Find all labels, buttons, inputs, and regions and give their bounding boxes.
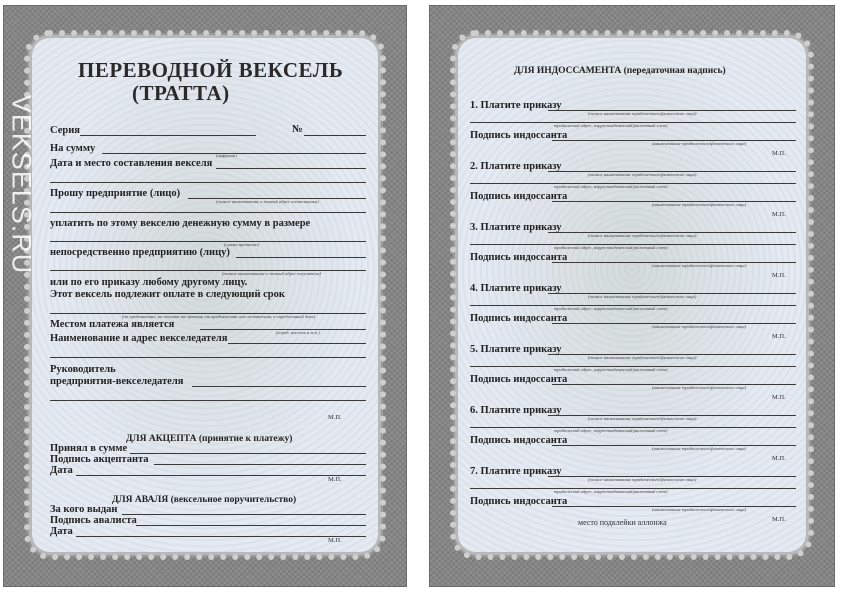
drawer-label: Наименование и адрес векселедателя	[50, 333, 228, 344]
term-hint: (по предъявлении, во столько-то времени от предъявления или составления, в определенный день)	[122, 314, 316, 319]
bill-back-sheet	[430, 6, 834, 586]
aval-for-field[interactable]	[122, 514, 366, 515]
head-label-1: Руководитель	[50, 364, 116, 375]
endorsee-address-hint: юридический адрес, корреспондентский/расчетный счет)	[554, 123, 668, 128]
endorsement-stamp-place: М.П.	[772, 394, 786, 401]
accept-section-title: ДЛЯ АКЦЕПТА (принятие к платежу)	[126, 434, 293, 444]
date-place-field-2[interactable]	[50, 182, 366, 183]
date-place-field[interactable]	[216, 168, 366, 169]
endorsement-stamp-place: М.П.	[772, 211, 786, 218]
endorsee-address-hint: юридический адрес, корреспондентский/расчетный счет)	[554, 306, 668, 311]
head-label-2: предприятия-векселедателя	[50, 376, 184, 387]
endorser-sign-hint: (наименование юридического/физического лица)	[652, 202, 747, 207]
head-sign-field[interactable]	[192, 386, 366, 387]
aval-sign-field[interactable]	[136, 525, 366, 526]
or-order-text: или по его приказу любому другому лицу.	[50, 277, 248, 288]
accept-sum-label: Принял в сумме	[50, 443, 128, 454]
payment-place-hint: (город, поселок и т.п.)	[276, 330, 320, 335]
pay-to-order-label: 7. Платите приказу	[470, 466, 562, 477]
endorsee-name-hint: (полное наименование юридического/физического лица)	[588, 416, 697, 421]
endorsee-name-hint: (полное наименование юридического/физического лица)	[588, 233, 697, 238]
endorser-sign-hint: (наименование юридического/физического лица)	[652, 385, 747, 390]
endorser-sign-label: Подпись индоссанта	[470, 374, 568, 385]
endorser-sign-label: Подпись индоссанта	[470, 252, 568, 263]
endorsee-name-hint: (полное наименование юридического/физического лица)	[588, 111, 697, 116]
accept-sum-field[interactable]	[130, 453, 366, 454]
stamp-place: М.П.	[328, 414, 342, 421]
pay-sum-hint: (сумма прописью)	[224, 242, 260, 247]
number-label: №	[292, 124, 303, 135]
endorsement-stamp-place: М.П.	[772, 516, 786, 523]
pay-to-order-label: 1. Платите приказу	[470, 100, 562, 111]
series-label: Серия	[50, 125, 80, 136]
series-field[interactable]	[80, 135, 256, 136]
payer-label: Прошу предприятие (лицо)	[50, 188, 181, 199]
endorsement-title: ДЛЯ ИНДОССАМЕНТА (передаточная надпись)	[514, 66, 726, 76]
pay-sum-field[interactable]	[50, 241, 366, 242]
endorser-sign-hint: (наименование юридического/физического лица)	[652, 446, 747, 451]
pay-to-order-label: 2. Платите приказу	[470, 161, 562, 172]
payer-field-2[interactable]	[50, 212, 366, 213]
endorsee-address-hint: юридический адрес, корреспондентский/расчетный счет)	[554, 428, 668, 433]
endorsement-stamp-place: М.П.	[772, 272, 786, 279]
aval-for-label: За кого выдан	[50, 504, 118, 515]
endorsee-address-hint: юридический адрес, корреспондентский/расчетный счет)	[554, 367, 668, 372]
watermark-text: VEKSELS.RU	[6, 94, 37, 274]
endorsement-stamp-place: М.П.	[772, 333, 786, 340]
endorsee-name-hint: (полное наименование юридического/физического лица)	[588, 355, 697, 360]
allonge-place: место подклейки аллонжа	[578, 518, 667, 527]
endorser-sign-label: Подпись индоссанта	[470, 435, 568, 446]
payment-place-label: Местом платежа является	[50, 319, 175, 330]
accept-date-field[interactable]	[76, 475, 366, 476]
endorsee-address-hint: юридический адрес, корреспондентский/расчетный счет)	[554, 245, 668, 250]
title-line-1: ПЕРЕВОДНОЙ ВЕКСЕЛЬ	[78, 58, 344, 82]
pay-to-order-label: 3. Платите приказу	[470, 222, 562, 233]
accept-stamp-place: М.П.	[328, 476, 342, 483]
aval-date-label: Дата	[50, 526, 73, 537]
aval-stamp-place: М.П.	[328, 537, 342, 544]
endorsement-stamp-place: М.П.	[772, 150, 786, 157]
number-field[interactable]	[304, 135, 366, 136]
endorser-sign-label: Подпись индоссанта	[470, 496, 568, 507]
watermark	[4, 54, 38, 314]
payee-field[interactable]	[236, 257, 366, 258]
pay-to-order-label: 6. Платите приказу	[470, 405, 562, 416]
endorser-sign-hint: (наименование юридического/физического лица)	[652, 324, 747, 329]
payee-hint: (полное наименование и полный адрес получателя)	[222, 271, 321, 276]
acceptor-sign-field[interactable]	[154, 464, 366, 465]
payer-hint: (полное наименование и полный адрес плательщика)	[216, 199, 319, 204]
title-line-2: (ТРАТТА)	[132, 81, 230, 105]
endorser-sign-hint: (наименование юридического/физического лица)	[652, 507, 747, 512]
drawer-field-2[interactable]	[50, 357, 366, 358]
aval-section-title: ДЛЯ АВАЛЯ (вексельное поручительство)	[112, 495, 297, 505]
aval-sign-label: Подпись авалиста	[50, 515, 137, 526]
payee-label: непосредственно предприятию (лицу)	[50, 247, 230, 258]
pay-to-order-label: 4. Платите приказу	[470, 283, 562, 294]
sum-hint: (цифрами)	[216, 153, 237, 158]
endorsee-name-hint: (полное наименование юридического/физического лица)	[588, 294, 697, 299]
drawer-field[interactable]	[228, 343, 366, 344]
endorser-sign-label: Подпись индоссанта	[470, 130, 568, 141]
pay-sum-label: уплатить по этому векселю денежную сумму в размере	[50, 218, 311, 229]
endorsement-stamp-place: М.П.	[772, 455, 786, 462]
endorser-sign-hint: (наименование юридического/физического лица)	[652, 263, 747, 268]
aval-date-field[interactable]	[76, 536, 366, 537]
pay-to-order-label: 5. Платите приказу	[470, 344, 562, 355]
accept-date-label: Дата	[50, 465, 73, 476]
endorsee-address-hint: юридический адрес, корреспондентский/расчетный счет)	[554, 184, 668, 189]
term-label: Этот вексель подлежит оплате в следующий срок	[50, 289, 285, 300]
endorser-sign-hint: (наименование юридического/физического лица)	[652, 141, 747, 146]
endorsee-address-hint: юридический адрес, корреспондентский/расчетный счет)	[554, 489, 668, 494]
sum-label: На сумму	[50, 143, 96, 154]
bill-front-sheet	[4, 6, 406, 586]
endorsee-name-hint: (полное наименование юридического/физического лица)	[588, 172, 697, 177]
endorser-sign-label: Подпись индоссанта	[470, 191, 568, 202]
date-place-label: Дата и место составления векселя	[50, 158, 213, 169]
acceptor-sign-label: Подпись акцептанта	[50, 454, 149, 465]
endorser-sign-label: Подпись индоссанта	[470, 313, 568, 324]
endorsee-name-hint: (полное наименование юридического/физического лица)	[588, 477, 697, 482]
head-sign-field-2[interactable]	[50, 400, 366, 401]
